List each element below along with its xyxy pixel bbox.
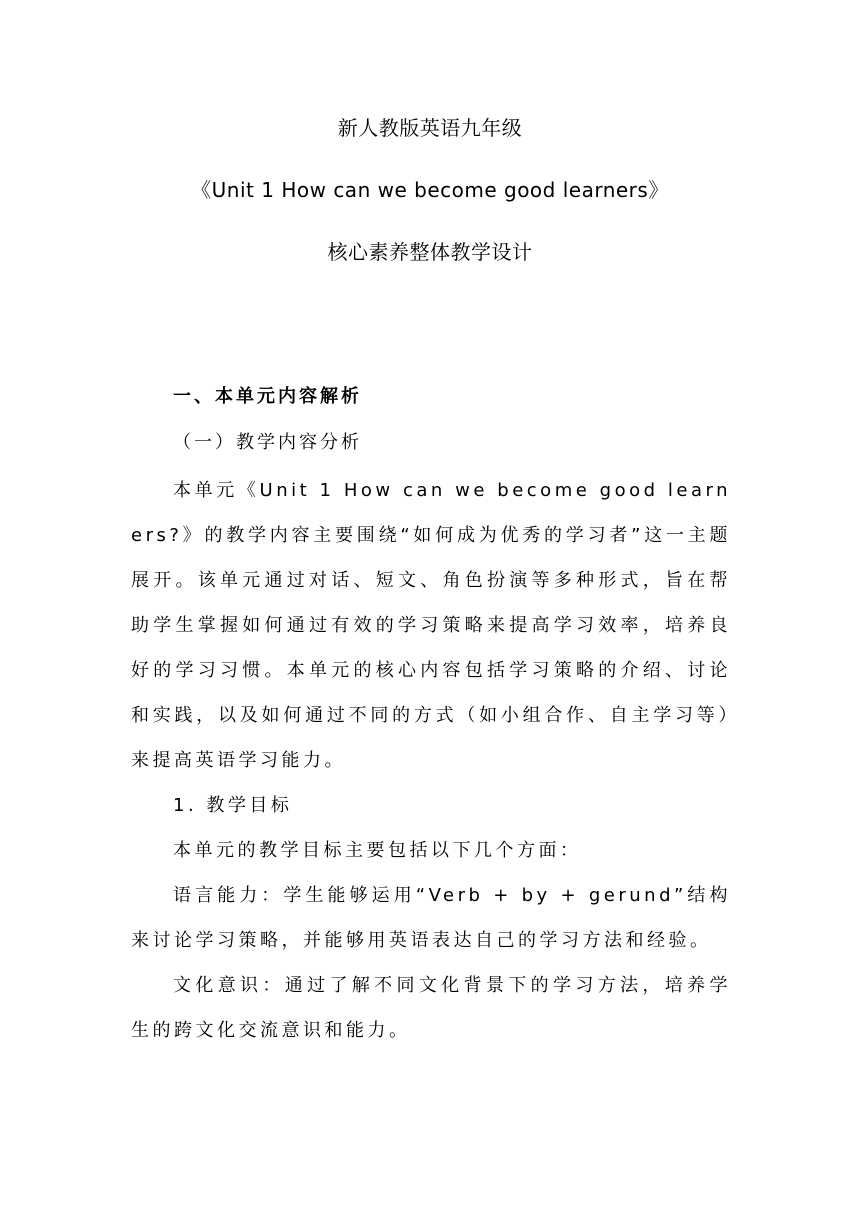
document-body: [131, 376, 731, 1053]
section-heading: 一、本单元内容解析: [173, 386, 362, 407]
paragraph-language-ability: 语言能力：学生能够运用“Verb + by + gerund”结构来讨论学习策略，并能够用英语表达自己的学习方法和经验。: [131, 885, 731, 951]
document-title-block: [0, 108, 860, 294]
title-line-unit: 《Unit 1 How can we become good learners》: [191, 178, 669, 202]
paragraph-cultural-awareness: 文化意识：通过了解不同文化背景下的学习方法，培养学生的跨文化交流意识和能力。: [131, 975, 731, 1041]
paragraph-teaching-goals-heading: 1. 教学目标: [173, 795, 293, 816]
paragraph-content-analysis: 本单元《Unit 1 How can we become good learners?》的教学内容主要围绕“如何成为优秀的学习者”这一主题展开。该单元通过对话、短文、角色扮演等多种形式，旨在帮助学生掌握如何通过有效的学习策略来提高学习效率，培养良好的学习习惯。本单元的核心内容包括学习策略的介绍、讨论和实践，以及如何通过不同的方式（如小组合作、自主学习等）来提高英语学习能力。: [131, 480, 731, 771]
title-line-grade: 新人教版英语九年级: [337, 116, 523, 140]
paragraph-goals-intro: 本单元的教学目标主要包括以下几个方面：: [173, 840, 582, 861]
title-line-design: 核心素养整体教学设计: [327, 240, 533, 264]
subsection-heading: （一）教学内容分析: [173, 432, 362, 453]
